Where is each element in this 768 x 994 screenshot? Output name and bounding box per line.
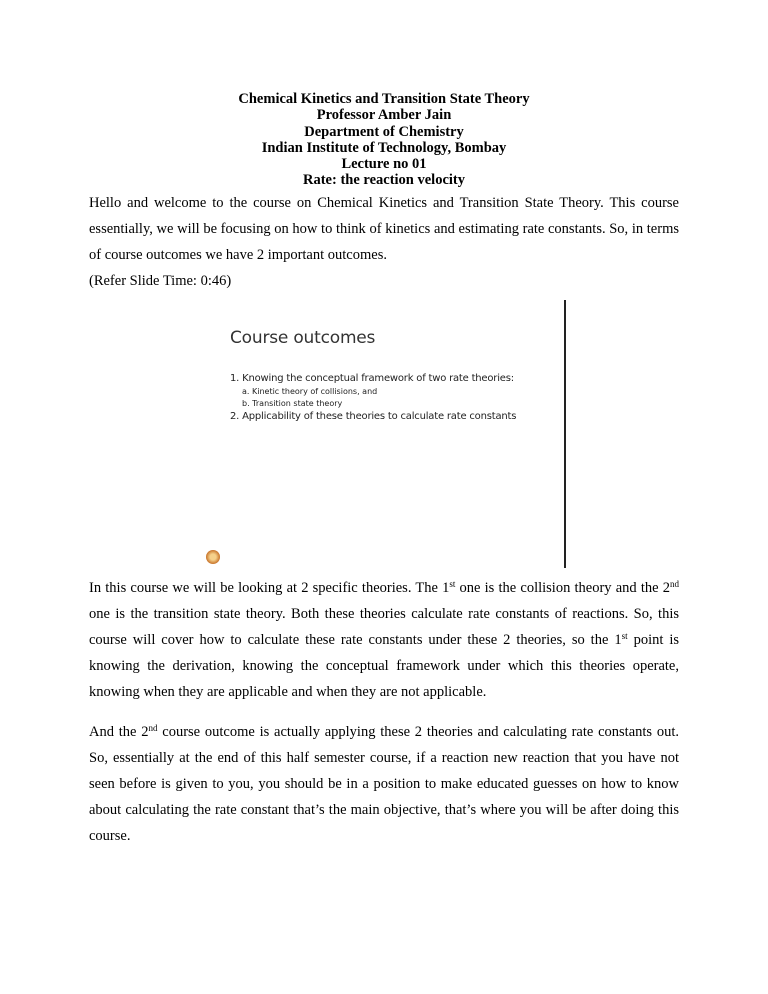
text-run: point is knowing the derivation, knowing the conceptual framework under which this theories operate, knowing when they are applicable and when they are not applicable. bbox=[89, 632, 679, 700]
text-run: In this course we will be looking at 2 specific theories. The 1 bbox=[89, 580, 450, 596]
department: Department of Chemistry bbox=[304, 123, 464, 140]
nptel-logo-icon bbox=[206, 550, 220, 564]
course-title: Chemical Kinetics and Transition State Theory bbox=[238, 91, 530, 107]
intro-text: Hello and welcome to the course on Chemical Kinetics and Transition State Theory. This course essentially, we will be focusing on how to think of kinetics and estimating rate constants. So, in terms of course outcomes we have 2 important outcomes. bbox=[89, 195, 679, 263]
lecture-title: Rate: the reaction velocity bbox=[303, 172, 465, 189]
slide-item-1: 1. Knowing the conceptual framework of two rate theories: bbox=[230, 373, 514, 384]
text-run: course outcome is actually applying these 2 theories and calculating rate constants out. So, essentially at the end of this half semester course, if a reaction new reaction that you have not seen before is given to you, you should be in a position to make educated guesses on how to know about calculating the rate constant that’s the main objective, that’s where you will be after doing this course. bbox=[89, 724, 680, 844]
slide-time-reference: (Refer Slide Time: 0:46) bbox=[89, 273, 232, 289]
text-run: one is the collision theory and the 2 bbox=[455, 580, 670, 596]
superscript: st bbox=[621, 631, 628, 641]
superscript: nd bbox=[670, 579, 679, 589]
intro-paragraph bbox=[89, 190, 679, 294]
slide-divider bbox=[564, 300, 566, 568]
outcome-paragraph bbox=[89, 719, 679, 849]
institute: Indian Institute of Technology, Bombay bbox=[261, 139, 507, 156]
slide-image bbox=[200, 298, 568, 570]
slide-title: Course outcomes bbox=[230, 328, 376, 348]
superscript: nd bbox=[148, 723, 158, 733]
slide-item-1a: a. Kinetic theory of collisions, and bbox=[242, 387, 378, 396]
text-run: one is the transition state theory. Both these theories calculate rate constants of reactions. So, this course will cover how to calculate these rate constants under these 2 theories, so the 1 bbox=[89, 606, 679, 648]
lecture-header bbox=[0, 91, 768, 189]
text-run: And the 2 bbox=[89, 724, 149, 740]
professor-name: Professor Amber Jain bbox=[316, 107, 452, 124]
theories-paragraph bbox=[89, 575, 679, 705]
superscript: st bbox=[449, 579, 456, 589]
slide-outcomes-list bbox=[230, 372, 516, 424]
slide-item-2: 2. Applicability of these theories to calculate rate constants bbox=[230, 411, 517, 422]
slide-item-1b: b. Transition state theory bbox=[242, 399, 343, 408]
lecture-number: Lecture no 01 bbox=[341, 156, 427, 173]
